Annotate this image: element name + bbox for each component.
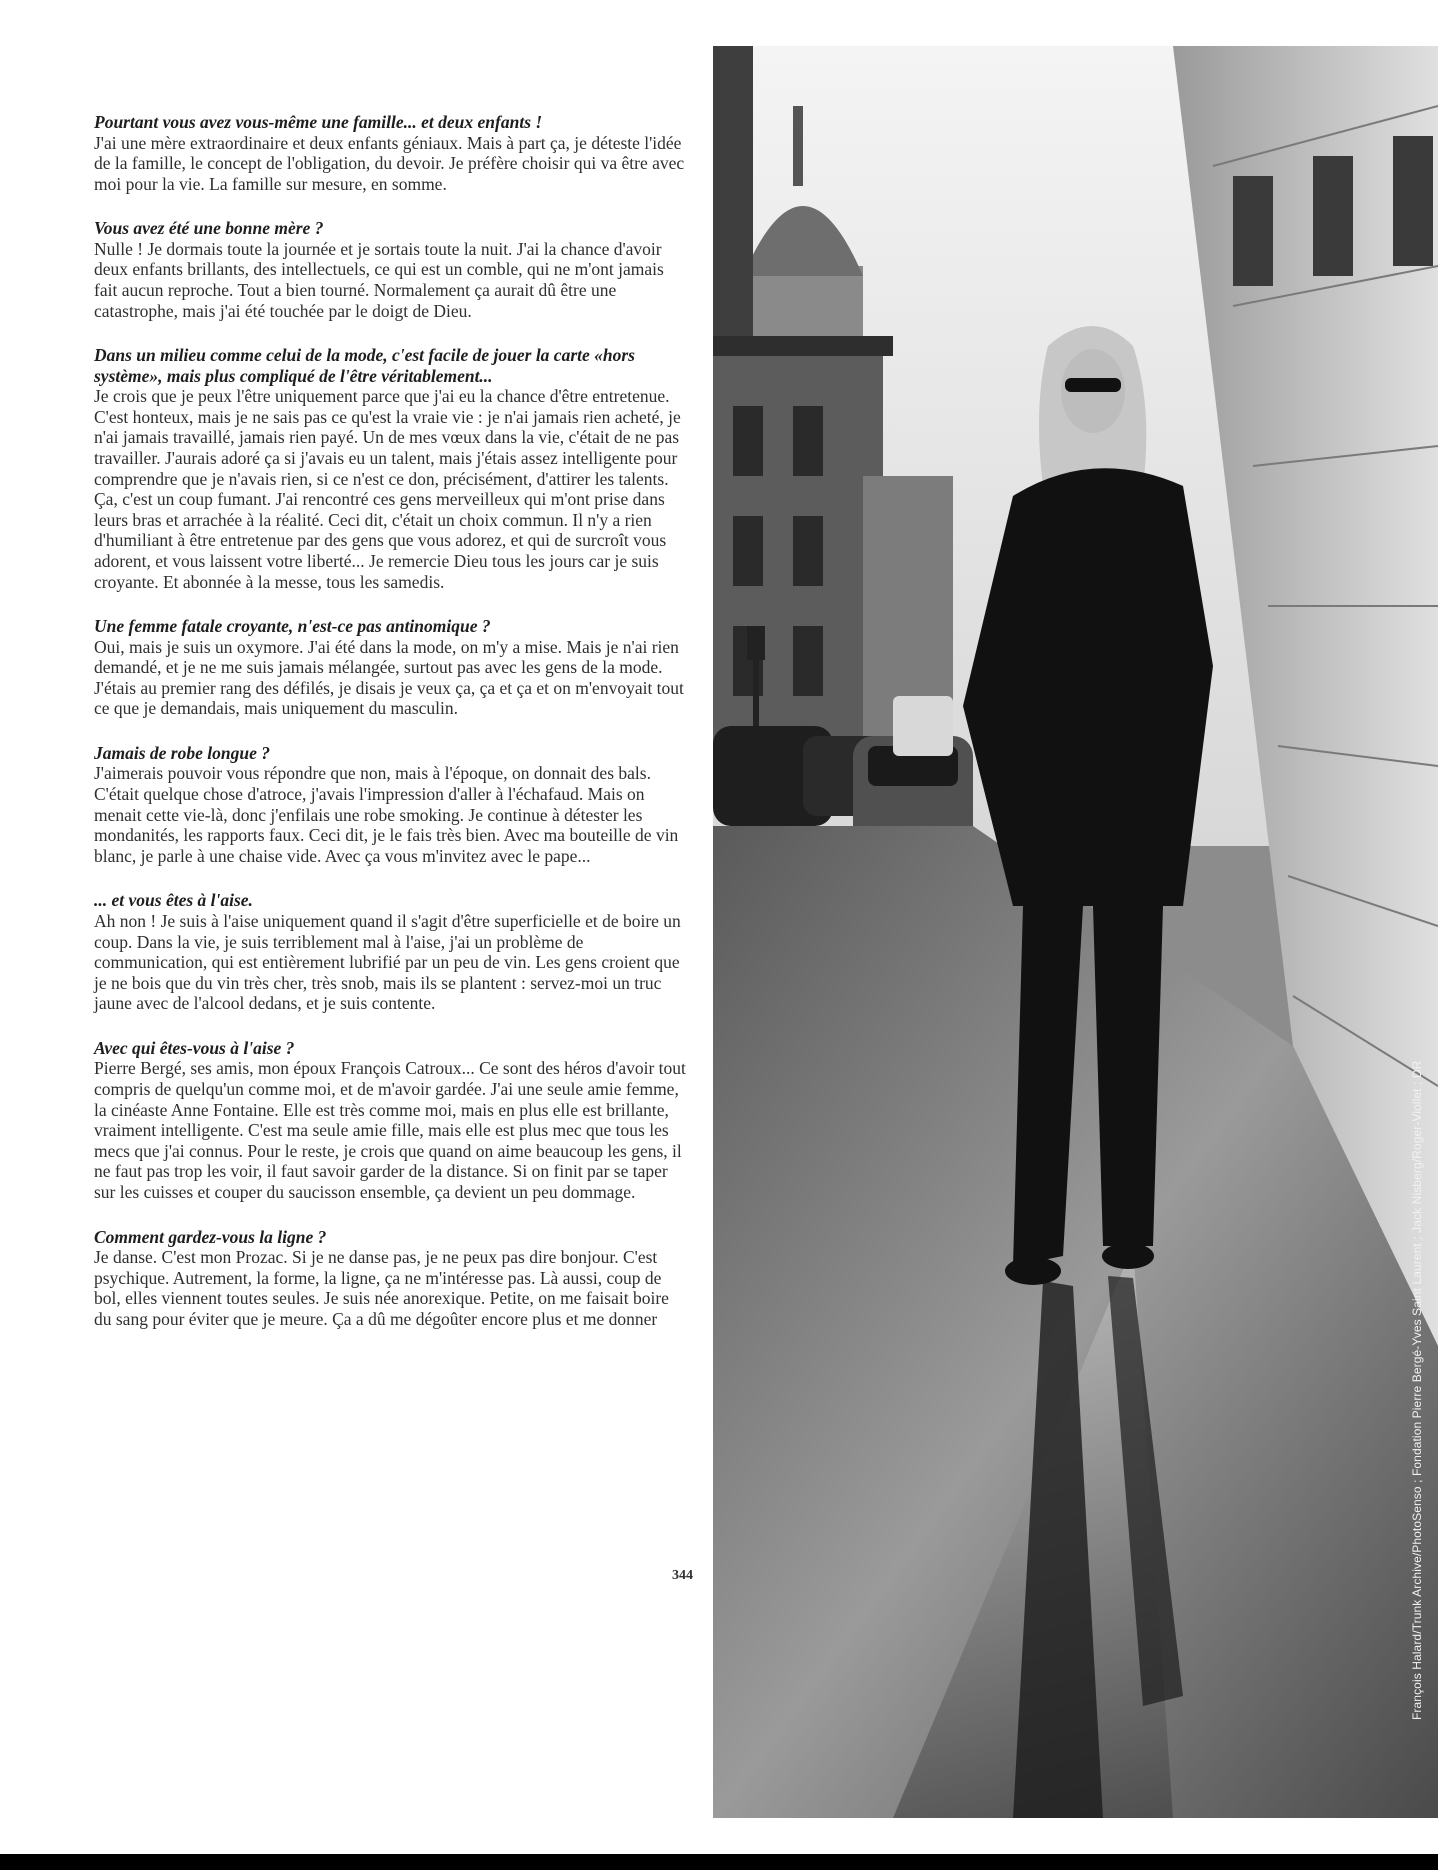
page-number: 344: [672, 1568, 693, 1583]
interview-answer: Ah non ! Je suis à l'aise uniquement quand il s'agit d'être superficielle et de boire un coup. Dans la vie, je suis terriblement mal à l'aise, j'ai un problème de communication, qui est entièrement lubrifié par un peu de vin. Les gens croient que je ne bois que du vin très cher, très snob, mais ils se plantent : servez-moi un truc jaune avec de l'alcool dedans, et je suis contente.: [94, 910, 681, 1014]
photo-credit: François Halard/Trunk Archive/PhotoSenso ; Fondation Pierre Bergé-Yves Saint Laurent ; Jack Nisberg/Roger-Viollet ; DR: [1410, 1060, 1424, 1720]
interview-answer: Oui, mais je suis un oxymore. J'ai été dans la mode, on m'y a mise. Mais je n'ai rien demandé, et je ne me suis jamais mélangée, surtout pas avec les gens de la mode. J'étais au premier rang des défilés, je disais je veux ça, ça et ça et on m'envoyait tout ce que je demandais, mais uniquement du masculin.: [94, 636, 684, 719]
interview-question: Une femme fatale croyante, n'est-ce pas antinomique ?: [94, 616, 491, 637]
interview-answer: Je danse. C'est mon Prozac. Si je ne danse pas, je ne peux pas dire bonjour. C'est psychique. Autrement, la forme, la ligne, ça ne m'intéresse pas. Là aussi, coup de bol, elles viennent toutes seules. Je suis née anorexique. Petite, on me faisait boire du sang pour éviter que je meure. Ça a dû me dégoûter encore plus et me donner: [94, 1247, 669, 1329]
interview-question: Avec qui êtes-vous à l'aise ?: [94, 1037, 295, 1058]
interview-question: ... et vous êtes à l'aise.: [94, 890, 253, 911]
interview-question: Dans un milieu comme celui de la mode, c'est facile de jouer la carte «hors système», mais plus compliqué de l'être véritablement...: [94, 345, 635, 386]
interview-question: Comment gardez-vous la ligne ?: [94, 1226, 327, 1247]
qa-block: [94, 616, 686, 719]
qa-block: [94, 1227, 686, 1330]
interview-answer: Pierre Bergé, ses amis, mon époux François Catroux... Ce sont des héros d'avoir tout compris de quelqu'un comme moi, et de m'avoir gardée. J'ai une seule amie femme, la cinéaste Anne Fontaine. Elle est très comme moi, mais en plus elle est brillante, vraiment intelligente. C'est ma seule amie fille, mais elle est plus mec que tous les mecs que j'ai connus. Pour le reste, je crois que quand on aime beaucoup les gens, il ne faut pas trop les voir, il faut savoir garder de la distance. Si on finit par se taper sur les cuisses et couper du saucisson ensemble, ça devient un peu dommage.: [94, 1058, 686, 1202]
qa-block: [94, 345, 686, 592]
street-photo-illustration: [713, 46, 1438, 1818]
interview-answer: Je crois que je peux l'être uniquement parce que j'ai eu la chance d'être entretenue. C'est honteux, mais je ne sais pas ce qu'est la vraie vie : je n'ai jamais rien acheté, je n'ai jamais travaillé, jamais rien payé. Un de mes vœux dans la vie, c'était de ne pas travailler. J'aurais adoré ça si j'avais eu un talent, mais j'étais assez intelligente pour comprendre que je n'avais rien, si ce n'est ce don, précisément, d'attirer les talents. Ça, c'est un coup fumant. J'ai rencontré ces gens merveilleux qui m'ont prise dans leurs bras et arrachée à la réalité. Ceci dit, c'était un choix commun. Il n'y a rien d'humiliant à être entretenue par des gens que vous adorez, et qui de surcroît vous adorent, et vous laissent votre liberté... Je remercie Dieu tous les jours car je suis croyante. Et abonnée à la messe, tous les samedis.: [94, 386, 681, 592]
interview-question: Vous avez été une bonne mère ?: [94, 218, 324, 239]
street-photo: [713, 46, 1438, 1818]
qa-block: [94, 112, 686, 194]
qa-block: [94, 1038, 686, 1203]
interview-answer: Nulle ! Je dormais toute la journée et je sortais toute la nuit. J'ai la chance d'avoir deux enfants brillants, des intellectuels, ce qui est un comble, qui ne m'ont jamais fait aucun reproche. Tout a bien tourné. Normalement ça aurait dû être une catastrophe, mais j'ai été touchée par le doigt de Dieu.: [94, 238, 664, 321]
interview-question: Jamais de robe longue ?: [94, 742, 270, 763]
qa-block: [94, 743, 686, 866]
bottom-bar: [0, 1854, 1438, 1870]
qa-block: [94, 218, 686, 321]
interview-column: [94, 112, 686, 1353]
qa-block: [94, 890, 686, 1013]
interview-answer: J'ai une mère extraordinaire et deux enfants géniaux. Mais à part ça, je déteste l'idée de la famille, le concept de l'obligation, du devoir. Je préfère choisir qui va être avec moi pour la vie. La famille sur mesure, en somme.: [94, 132, 685, 194]
interview-question: Pourtant vous avez vous-même une famille... et deux enfants !: [94, 112, 543, 132]
interview-answer: J'aimerais pouvoir vous répondre que non, mais à l'époque, on donnait des bals. C'était quelque chose d'atroce, j'avais l'impression d'aller à l'échafaud. Mais on menait cette vie-là, donc j'enfilais une robe smoking. Je continue à détester les mondanités, les rapports faux. Ceci dit, je le fais très bien. Avec ma bouteille de vin blanc, je parle à une chaise vide. Avec ça vous m'invitez avec le pape...: [94, 763, 679, 866]
